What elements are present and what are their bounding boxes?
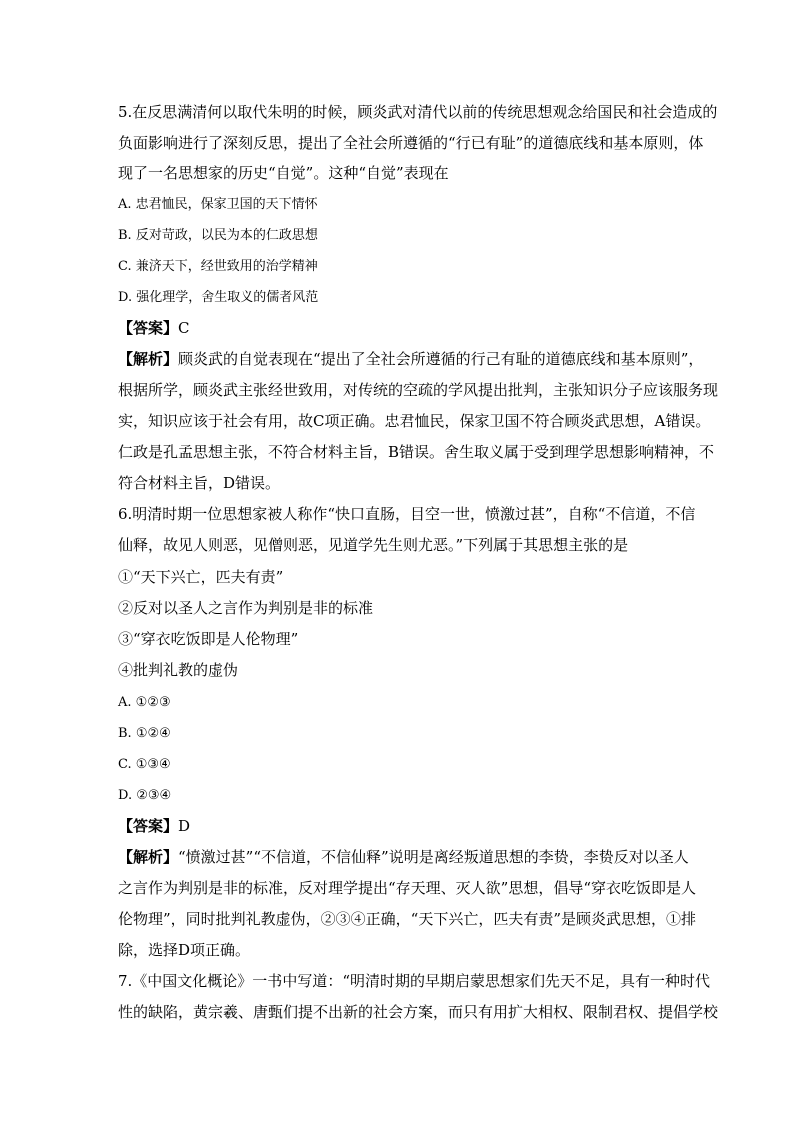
q6-analysis-line-1 bbox=[118, 847, 689, 867]
analysis-text: 顾炎武的自觉表现在“提出了全社会所遵循的行己有耻的道德底线和基本原则”， bbox=[178, 350, 704, 368]
q5-analysis-line-3: 实，知识应该于社会有用，故C项正确。忠君恤民，保家卫国不符合顾炎武思想，A错误。 bbox=[118, 412, 711, 430]
q6-stem-line-1: 6.明清时期一位思想家被人称作“快口直肠，目空一世，愤激过甚”，自称“不信道，不信 bbox=[118, 505, 696, 523]
q6-option-d: D. ②③④ bbox=[118, 788, 172, 803]
q6-answer bbox=[118, 816, 190, 836]
q6-analysis-line-2: 之言作为判别是非的标准，反对理学提出“存天理、灭人欲”思想，倡导“穿衣吃饭即是人 bbox=[118, 879, 697, 897]
q6-item-4: ④批判礼教的虚伪 bbox=[118, 661, 239, 679]
q5-option-b: B. 反对苛政，以民为本的仁政思想 bbox=[118, 228, 318, 243]
analysis-label: 【解析】 bbox=[118, 848, 179, 866]
q7-stem-line-2: 性的缺陷，黄宗羲、唐甄们提不出新的社会方案，而只有用扩大相权、限制君权、提倡学校 bbox=[118, 1003, 719, 1021]
q6-item-1: ①“天下兴亡，匹夫有责” bbox=[118, 568, 284, 586]
q6-option-b: B. ①②④ bbox=[118, 726, 171, 741]
q6-stem-line-2: 仙释，故见人则恶，见僧则恶，见道学先生则尤恶。”下列属于其思想主张的是 bbox=[118, 536, 629, 554]
answer-label: 【答案】 bbox=[118, 817, 179, 835]
q5-option-a: A. 忠君恤民，保家卫国的天下情怀 bbox=[118, 197, 318, 212]
q5-analysis-line-5: 符合材料主旨，D错误。 bbox=[118, 474, 281, 492]
q5-answer bbox=[118, 318, 190, 338]
answer-value: C bbox=[178, 319, 190, 337]
q5-analysis-line-4: 仁政是孔孟思想主张，不符合材料主旨，B错误。舍生取义属于受到理学思想影响精神，不 bbox=[118, 443, 715, 461]
q5-stem-line-3: 现了一名思想家的历史“自觉”。这种“自觉”表现在 bbox=[118, 164, 449, 182]
q5-analysis-line-2: 根据所学，顾炎武主张经世致用，对传统的空疏的学风提出批判，主张知识分子应该服务现 bbox=[118, 381, 719, 399]
q6-option-a: A. ①②③ bbox=[118, 695, 171, 710]
q6-analysis-line-4: 除，选择D项正确。 bbox=[118, 941, 251, 959]
analysis-text: “愤激过甚”“不信道，不信仙释”说明是离经叛道思想的李贽，李贽反对以圣人 bbox=[178, 848, 689, 866]
q6-item-3: ③“穿衣吃饭即是人伦物理” bbox=[118, 630, 299, 648]
analysis-label: 【解析】 bbox=[118, 350, 179, 368]
q5-stem-line-1: 5.在反思满清何以取代朱明的时候，顾炎武对清代以前的传统思想观念给国民和社会造成的 bbox=[118, 103, 718, 121]
q6-analysis-line-3: 伦物理”，同时批判礼教虚伪，②③④正确，“天下兴亡，匹夫有责”是顾炎武思想，①排 bbox=[118, 910, 697, 928]
q7-stem-line-1: 7.《中国文化概论》一书中写道：“明清时期的早期启蒙思想家们先天不足，具有一种时代 bbox=[118, 972, 710, 990]
q5-stem-line-2: 负面影响进行了深刻反思，提出了全社会所遵循的“行已有耻”的道德底线和基本原则，体 bbox=[118, 134, 704, 152]
q5-option-c: C. 兼济天下，经世致用的治学精神 bbox=[118, 259, 318, 274]
q5-analysis-line-1 bbox=[118, 349, 703, 369]
answer-value: D bbox=[178, 817, 191, 835]
q6-option-c: C. ①③④ bbox=[118, 757, 171, 772]
answer-label: 【答案】 bbox=[118, 319, 179, 337]
q5-option-d: D. 强化理学，舍生取义的儒者风范 bbox=[118, 290, 319, 305]
q6-item-2: ②反对以圣人之言作为判别是非的标准 bbox=[118, 599, 374, 617]
